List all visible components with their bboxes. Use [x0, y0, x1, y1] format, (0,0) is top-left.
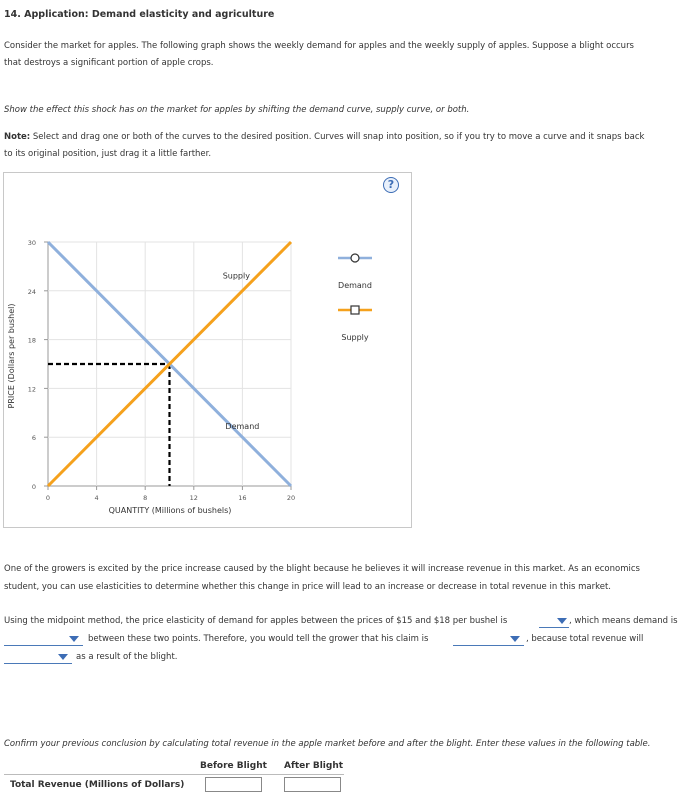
legend-supply-label: Supply: [341, 333, 369, 342]
page-title: 14. Application: Demand elasticity and agriculture: [4, 9, 275, 20]
legend-supply-marker-icon[interactable]: [351, 306, 359, 314]
claim-dropdown[interactable]: [453, 634, 524, 646]
chevron-down-icon: [557, 618, 567, 624]
question-s2b: , because total revenue will: [526, 634, 644, 644]
note-label: Note:: [4, 132, 31, 142]
legend-demand-marker-icon[interactable]: [351, 254, 359, 262]
help-icon[interactable]: ?: [383, 177, 399, 193]
y-tick-label: 24: [27, 287, 36, 296]
note-text: Select and drag one or both of the curves to the desired position. Curves will snap into position, so if you try to move a curve and it snaps back: [30, 132, 645, 142]
y-tick-label: 18: [27, 336, 36, 345]
legend-demand-label: Demand: [338, 281, 372, 290]
question-s1b: , which means demand is: [569, 616, 678, 626]
revenue-change-dropdown[interactable]: [4, 652, 72, 664]
y-axis-label: PRICE (Dollars per bushel): [7, 303, 16, 409]
x-tick-label: 0: [45, 494, 51, 502]
x-tick-label: 12: [189, 494, 198, 502]
row-total-revenue-label: Total Revenue (Millions of Dollars): [10, 780, 185, 790]
before-blight-revenue-input[interactable]: [205, 777, 262, 792]
table-divider: [4, 774, 344, 775]
intro-line-1: Consider the market for apples. The following graph shows the weekly demand for apples and the weekly supply of apples. Suppose a blight occurs: [4, 41, 634, 51]
question-s1a: Using the midpoint method, the price elasticity of demand for apples between the prices of $15 and $18 per bushel is: [4, 616, 508, 626]
x-tick-label: 4: [94, 494, 99, 502]
col-after-blight: After Blight: [284, 761, 344, 771]
x-tick-label: 20: [286, 494, 296, 502]
question-para-line-2: student, you can use elasticities to determine whether this change in price will lead to an increase or decrease in total revenue in this market.: [4, 582, 612, 592]
intro-line-2: that destroys a significant portion of apple crops.: [4, 58, 214, 68]
instruction-text: Show the effect this shock has on the market for apples by shifting the demand curve, supply curve, or both.: [4, 105, 470, 115]
x-tick-label: 16: [238, 494, 247, 502]
demand-curve-label: Demand: [225, 422, 260, 432]
elasticity-dropdown[interactable]: [539, 616, 569, 628]
question-s2a: between these two points. Therefore, you would tell the grower that his claim is: [88, 634, 429, 644]
x-tick-label: 8: [143, 494, 148, 502]
note-line-2: to its original position, just drag it a little farther.: [4, 149, 212, 159]
y-tick-label: 6: [31, 434, 36, 443]
question-s3: as a result of the blight.: [76, 652, 178, 662]
supply-curve-label: Supply: [222, 271, 250, 281]
col-before-blight: Before Blight: [200, 761, 267, 771]
demand-type-dropdown[interactable]: [4, 634, 83, 646]
y-tick-label: 12: [27, 385, 36, 394]
after-blight-revenue-input[interactable]: [284, 777, 341, 792]
confirm-text: Confirm your previous conclusion by calculating total revenue in the apple market before and after the blight. Enter these values in the following table.: [4, 739, 651, 749]
question-para-line-1: One of the growers is excited by the price increase caused by the blight because he believes it will increase revenue in this market. As an economics: [4, 564, 640, 574]
y-tick-label: 30: [27, 239, 36, 247]
chevron-down-icon: [69, 636, 79, 642]
chevron-down-icon: [58, 654, 68, 660]
x-axis-label: QUANTITY (Millions of bushels): [108, 506, 232, 515]
chevron-down-icon: [510, 636, 520, 642]
y-tick-label: 0: [31, 483, 36, 491]
